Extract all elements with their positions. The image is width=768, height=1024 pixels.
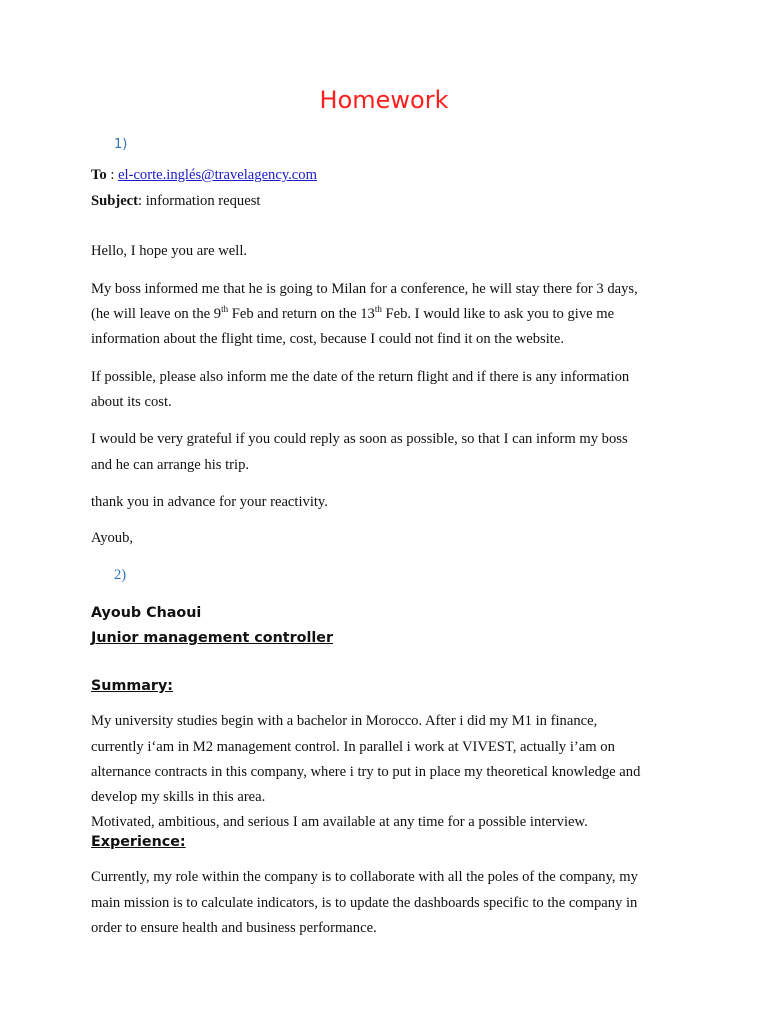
para1-line1: My boss informed me that he is going to Milan for a conference, he will stay there for 3 days, [91,281,638,297]
para3-line2: and he can arrange his trip. [91,457,250,473]
para1-line2 [91,305,614,323]
subject-label: Subject [91,193,139,209]
summary-line2: currently i‘am in M2 management control. In parallel i work at VIVEST, actually i’am on [91,739,615,755]
experience-heading: Experience: [91,834,186,850]
cv-name: Ayoub Chaoui [91,605,202,621]
experience-line3: order to ensure health and business performance. [91,920,377,936]
summary-line4: develop my skills in this area. [91,789,266,805]
para3-line1: I would be very grateful if you could reply as soon as possible, so that I can inform my boss [91,431,628,447]
document-title: Homework [319,86,449,114]
para1-sup1: th [221,304,229,314]
to-label: To [91,167,107,183]
to-email-link[interactable]: el-corte.inglés@travelagency.com [118,167,317,183]
para1-line2-b: Feb and return on the 13 [228,306,375,322]
summary-line5: Motivated, ambitious, and serious I am available at any time for a possible interview. [91,814,588,830]
section-1-number: 1) [114,137,128,152]
to-separator: : [106,167,119,183]
summary-line1: My university studies begin with a bachelor in Morocco. After i did my M1 in finance, [91,713,598,729]
to-line [91,166,317,184]
summary-line3: alternance contracts in this company, where i try to put in place my theoretical knowledge and [91,764,641,780]
para1-line2-c: Feb. I would like to ask you to give me [381,306,615,322]
experience-line1: Currently, my role within the company is to collaborate with all the poles of the company, my [91,869,638,885]
summary-heading: Summary: [91,678,174,694]
para4: thank you in advance for your reactivity. [91,494,328,510]
cv-role: Junior management controller [91,630,334,646]
signoff: Ayoub, [91,530,134,546]
greeting: Hello, I hope you are well. [91,243,248,259]
subject-value: : information request [138,193,261,209]
experience-line2: main mission is to calculate indicators, is to update the dashboards specific to the company in [91,895,638,911]
para1-sup2: th [374,304,382,314]
para2-line2: about its cost. [91,394,172,410]
para2-line1: If possible, please also inform me the date of the return flight and if there is any information [91,369,630,385]
para1-line2-a: (he will leave on the 9 [91,306,222,322]
subject-line [91,192,260,210]
section-2-number: 2) [114,567,127,583]
para1-line3: information about the flight time, cost, because I could not find it on the website. [91,331,564,347]
